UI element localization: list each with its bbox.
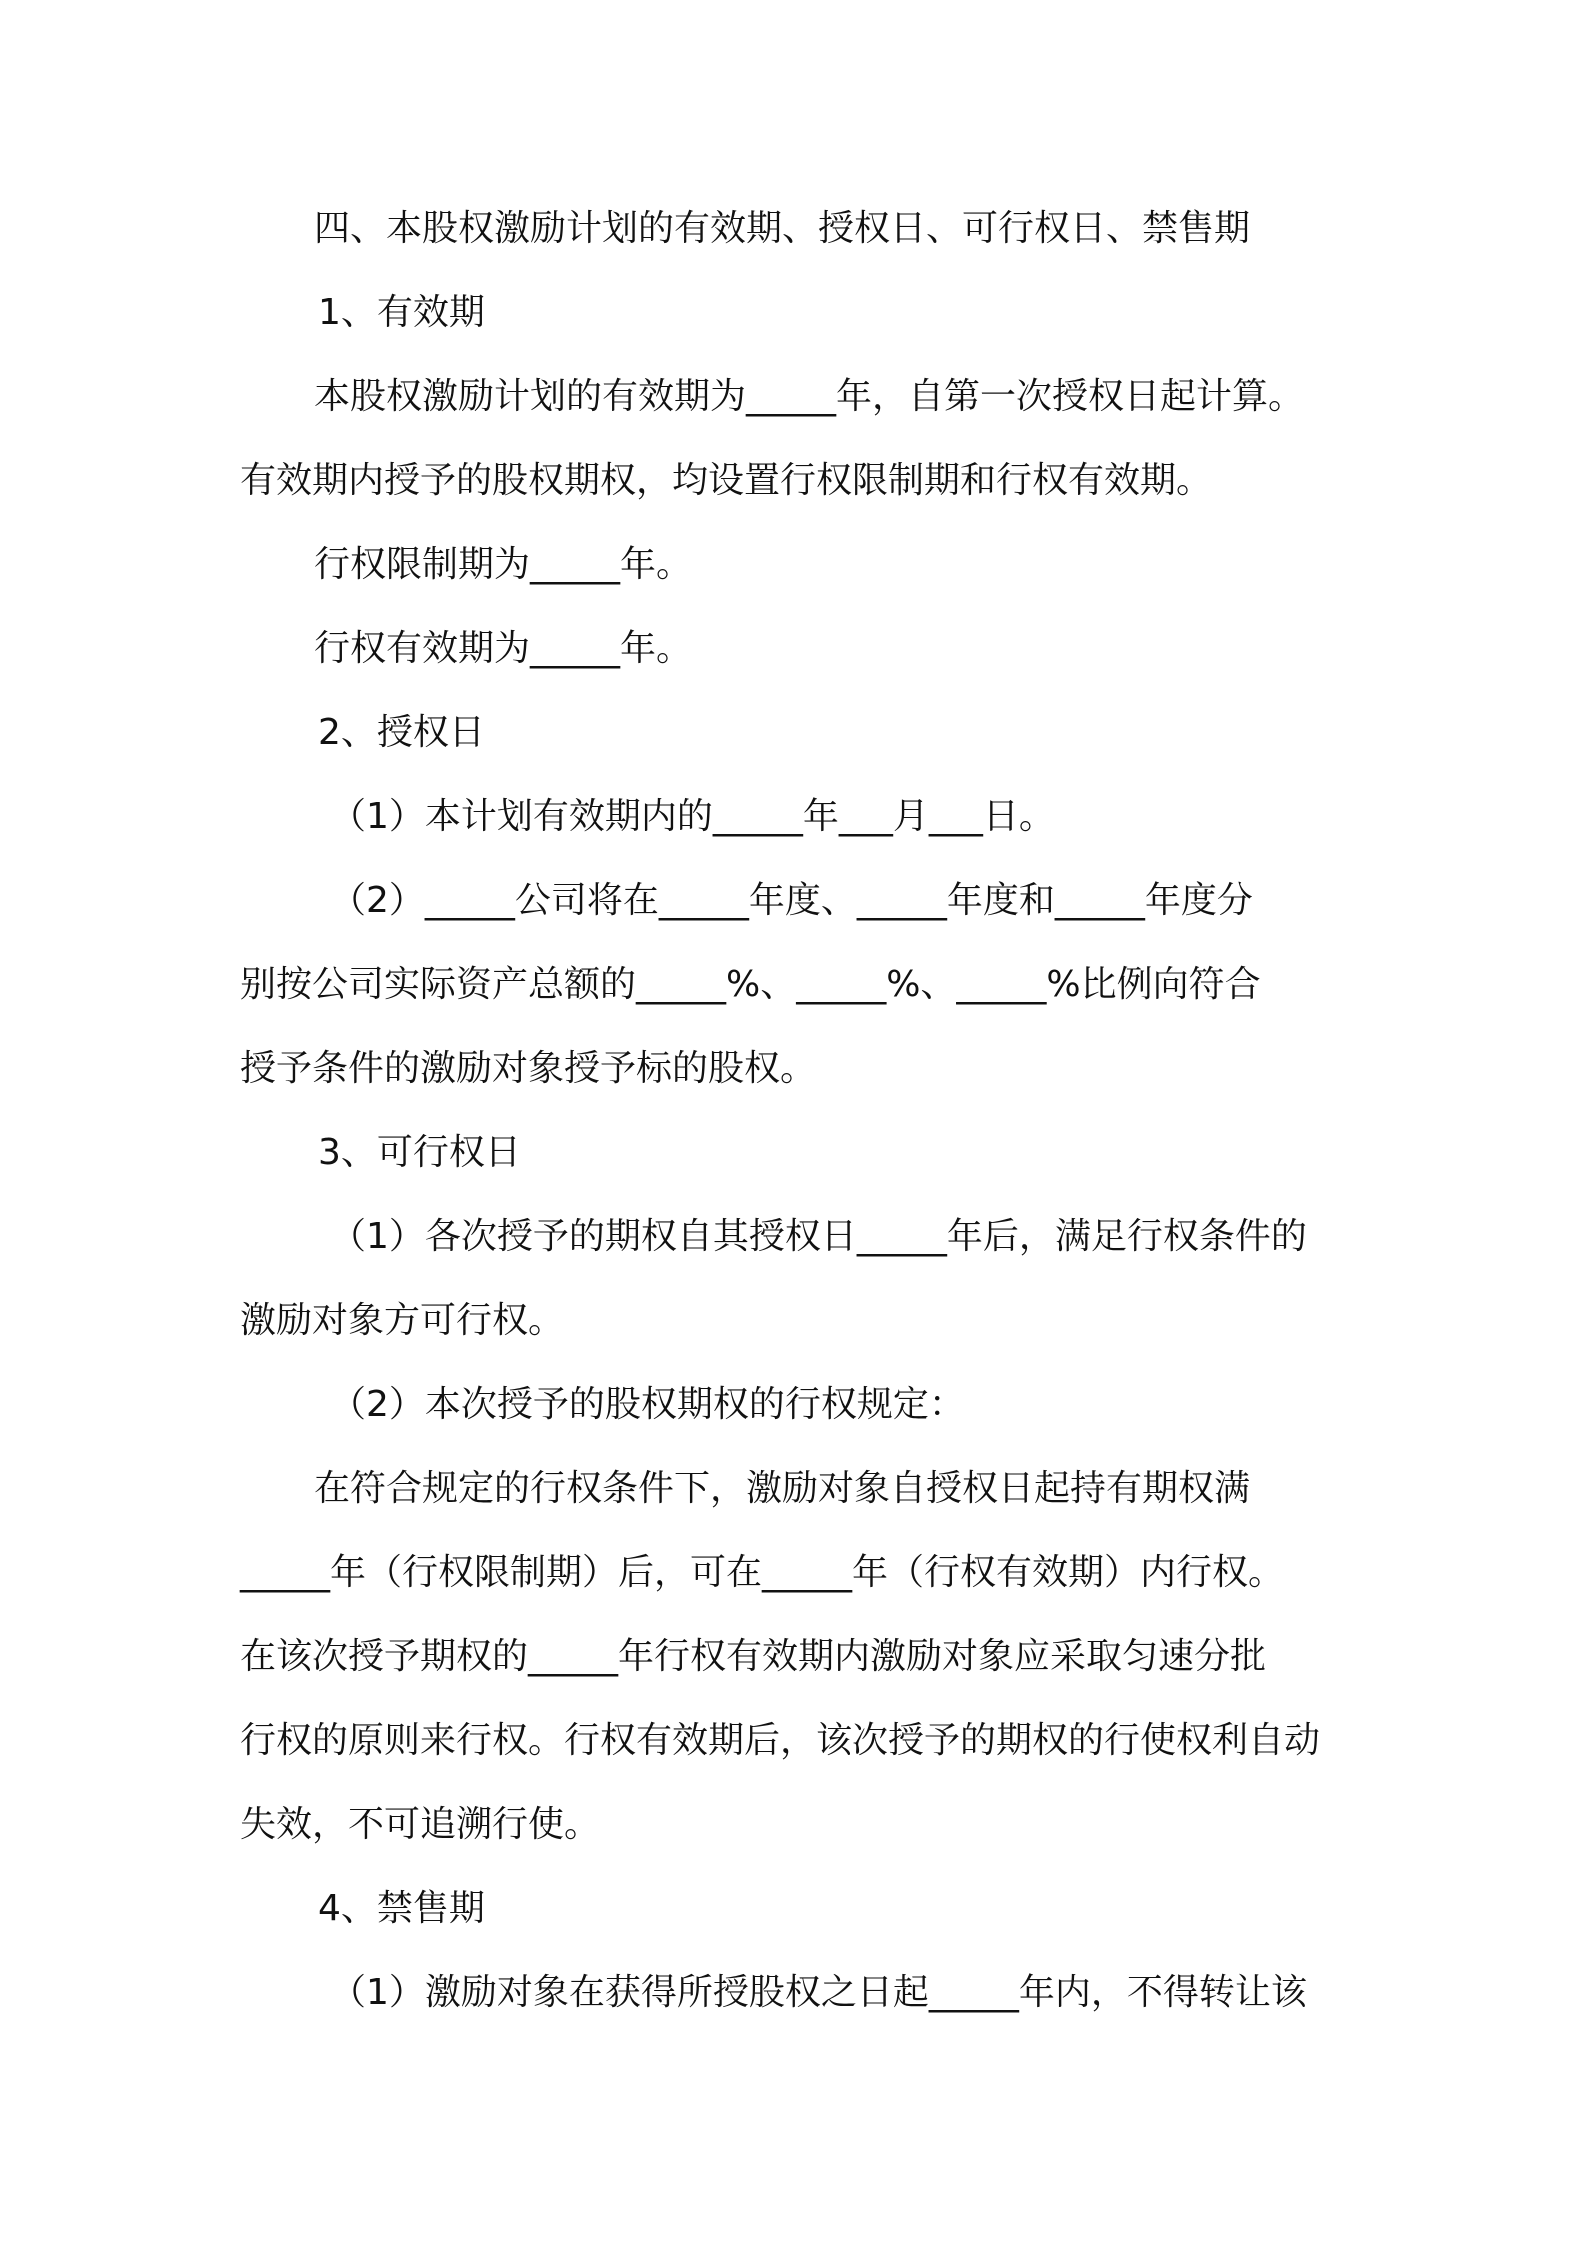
subheading-lockup-period: 4、禁售期: [318, 1888, 485, 1929]
paragraph-line: （1）本计划有效期内的_____年___月___日。: [330, 796, 1055, 837]
paragraph-line: 在符合规定的行权条件下，激励对象自授权日起持有期权满: [314, 1468, 1251, 1509]
paragraph-line: 激励对象方可行权。: [240, 1300, 565, 1341]
paragraph-line: 在该次授予期权的_____年行权有效期内激励对象应采取匀速分批: [240, 1636, 1267, 1677]
subheading-grant-date: 2、授权日: [318, 712, 485, 753]
subheading-exercisable-date: 3、可行权日: [318, 1132, 521, 1173]
section-heading: 四、本股权激励计划的有效期、授权日、可行权日、禁售期: [314, 208, 1251, 249]
subheading-validity: 1、有效期: [318, 292, 485, 333]
paragraph-line: 有效期内授予的股权期权，均设置行权限制期和行权有效期。: [240, 460, 1213, 501]
paragraph-line: _____年（行权限制期）后，可在_____年（行权有效期）内行权。: [240, 1552, 1285, 1593]
paragraph-line: （2）本次授予的股权期权的行权规定：: [330, 1384, 965, 1425]
paragraph-line: （1）各次授予的期权自其授权日_____年后，满足行权条件的: [330, 1216, 1307, 1257]
paragraph-line: 授予条件的激励对象授予标的股权。: [240, 1048, 817, 1089]
paragraph-line: （1）激励对象在获得所授股权之日起_____年内，不得转让该: [330, 1972, 1307, 2013]
paragraph-line: 行权有效期为_____年。: [314, 628, 693, 669]
paragraph-line: 本股权激励计划的有效期为_____年，自第一次授权日起计算。: [314, 376, 1305, 417]
paragraph-line: 行权限制期为_____年。: [314, 544, 693, 585]
paragraph-line: 行权的原则来行权。行权有效期后，该次授予的期权的行使权利自动: [240, 1720, 1321, 1761]
paragraph-line: 别按公司实际资产总额的_____%、_____%、_____%比例向符合: [240, 964, 1261, 1005]
paragraph-line: 失效，不可追溯行使。: [240, 1804, 601, 1845]
paragraph-line: （2）_____公司将在_____年度、_____年度和_____年度分: [330, 880, 1253, 921]
